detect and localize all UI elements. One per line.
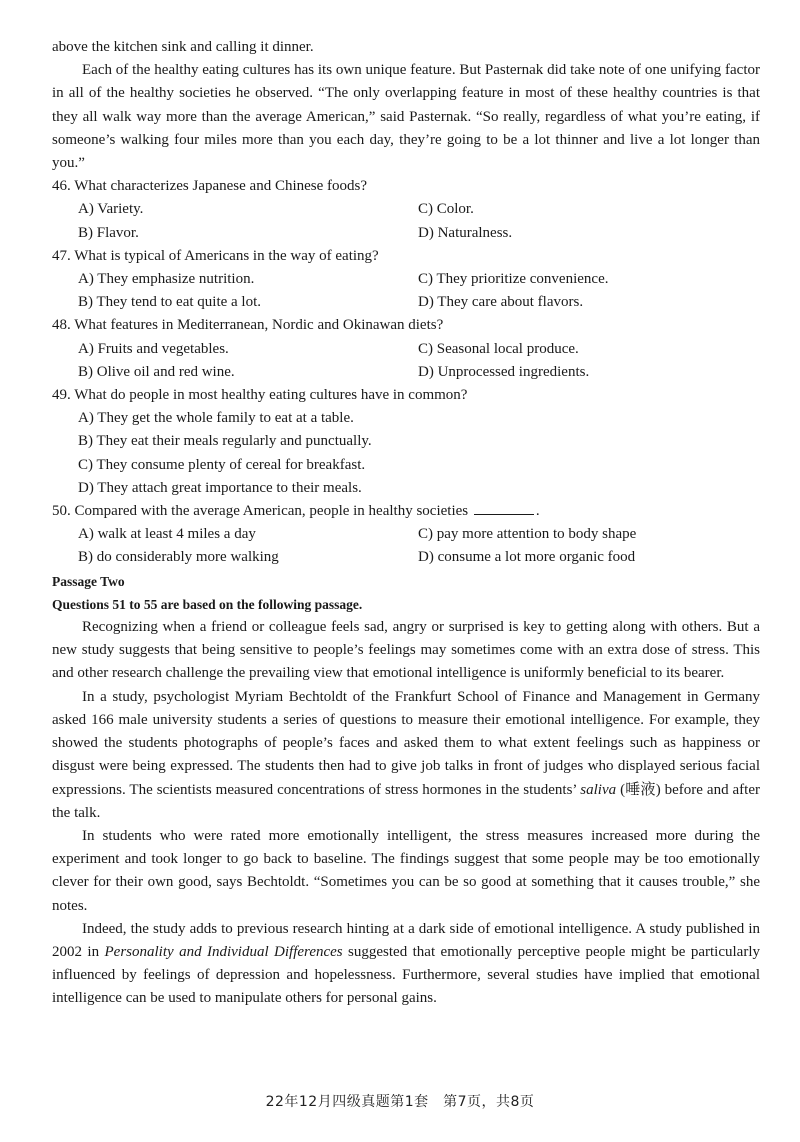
question-stem-text: 50. Compared with the average American, people in healthy societies <box>52 503 469 520</box>
question-stem <box>52 500 760 523</box>
section-heading: Passage Two <box>52 573 125 589</box>
question-stem: 49. What do people in most healthy eating cultures have in common? <box>52 387 468 404</box>
options-grid <box>78 523 760 569</box>
paragraph-text: (唾液) before and after the talk. <box>52 781 760 821</box>
italic-term: saliva <box>580 781 617 798</box>
option-a[interactable]: A) walk at least 4 miles a day <box>78 526 256 543</box>
option-b[interactable]: B) do considerably more walking <box>78 549 279 566</box>
passage-fragment: above the kitchen sink and calling it dinner. <box>52 39 314 55</box>
options-grid <box>78 338 760 384</box>
paragraph-text: suggested that emotionally perceptive people might be particularly influenced by feelings of depression and hopelessness. Furthermore, several studies have implied that emotional intelligence can be used to manipulate others for personal gains. <box>52 943 760 1007</box>
page-footer: 22年12月四级真题第1套 第7页，共8页 <box>265 1094 535 1110</box>
question-stem: 47. What is typical of Americans in the way of eating? <box>52 247 379 264</box>
question-stem: 46. What characterizes Japanese and Chinese foods? <box>52 178 368 195</box>
option-d[interactable]: D) They care about flavors. <box>418 294 584 311</box>
question-50 <box>52 500 760 570</box>
journal-title: Personality and Individual Differences <box>104 943 343 960</box>
passage-paragraph-4 <box>52 918 760 1011</box>
option-c[interactable]: C) Color. <box>418 201 474 218</box>
option-c[interactable]: C) pay more attention to body shape <box>418 526 637 543</box>
question-48 <box>52 314 760 384</box>
passage-paragraph-1: Recognizing when a friend or colleague feels sad, angry or surprised is key to getting along with others. But a new study suggests that being sensitive to people’s feelings may sometimes come with an extra dose of stress. This and other research challenge the prevailing view that emotional intelligence is uniformly beneficial to its bearer. <box>52 619 760 682</box>
paragraph-text: In a study, psychologist Myriam Bechtoldt of the Frankfurt School of Finance and Management in Germany asked 166 male university students a series of questions to measure their emotional intelligence. For example, they showed the students photographs of people’s faces and asked them to what extent feelings such as happiness or disgust were being expressed. The students then had to give job talks in front of judges who displayed serious facial expressions. The scientists measured concentrations of stress hormones in the students’ <box>52 688 760 798</box>
options-list <box>78 407 760 500</box>
option-d[interactable]: D) Unprocessed ingredients. <box>418 363 590 380</box>
option-b[interactable]: B) Olive oil and red wine. <box>78 363 235 380</box>
passage-paragraph: Each of the healthy eating cultures has its own unique feature. But Pasternak did take note of one unifying factor in all of the healthy societies he observed. “The only overlapping feature in most of these healthy countries is that they all walk way more than the average American,” said Pasternak. “So really, regardless of what you’re eating, if someone’s walking four miles more than you each day, they’re going to be a lot thinner and live a lot longer than you.” <box>52 62 760 172</box>
question-47 <box>52 245 760 315</box>
answer-blank <box>474 514 534 515</box>
option-d[interactable]: D) consume a lot more organic food <box>418 549 636 566</box>
paragraph-text: Indeed, the study adds to previous research hinting at a dark side of emotional intelligence. A study published in 2002 in <box>52 920 760 960</box>
option-c[interactable]: C) They consume plenty of cereal for breakfast. <box>78 456 366 473</box>
option-a[interactable]: A) They get the whole family to eat at a table. <box>78 410 354 427</box>
passage-paragraph-3: In students who were rated more emotionally intelligent, the stress measures increased more during the experiment and took longer to go back to baseline. The findings suggest that some people may be too emotionally clever for their own good, says Bechtoldt. “Sometimes you can be so good at something that it causes trouble,” she notes. <box>52 827 760 914</box>
option-a[interactable]: A) They emphasize nutrition. <box>78 271 255 288</box>
question-stem: 48. What features in Mediterranean, Nordic and Okinawan diets? <box>52 317 444 334</box>
options-grid <box>78 268 760 314</box>
option-d[interactable]: D) Naturalness. <box>418 224 513 241</box>
option-c[interactable]: C) Seasonal local produce. <box>418 340 579 357</box>
passage-paragraph-2 <box>52 686 760 825</box>
option-a[interactable]: A) Variety. <box>78 201 144 218</box>
exam-page <box>0 36 800 1142</box>
options-grid <box>78 198 760 244</box>
option-b[interactable]: B) They tend to eat quite a lot. <box>78 294 262 311</box>
option-b[interactable]: B) They eat their meals regularly and punctually. <box>78 433 372 450</box>
question-stem-end: . <box>535 503 540 520</box>
option-a[interactable]: A) Fruits and vegetables. <box>78 340 229 357</box>
option-c[interactable]: C) They prioritize convenience. <box>418 271 609 288</box>
option-b[interactable]: B) Flavor. <box>78 224 139 241</box>
question-49 <box>52 384 760 500</box>
option-d[interactable]: D) They attach great importance to their meals. <box>78 479 362 496</box>
question-46 <box>52 175 760 245</box>
section-instruction: Questions 51 to 55 are based on the following passage. <box>52 596 363 612</box>
